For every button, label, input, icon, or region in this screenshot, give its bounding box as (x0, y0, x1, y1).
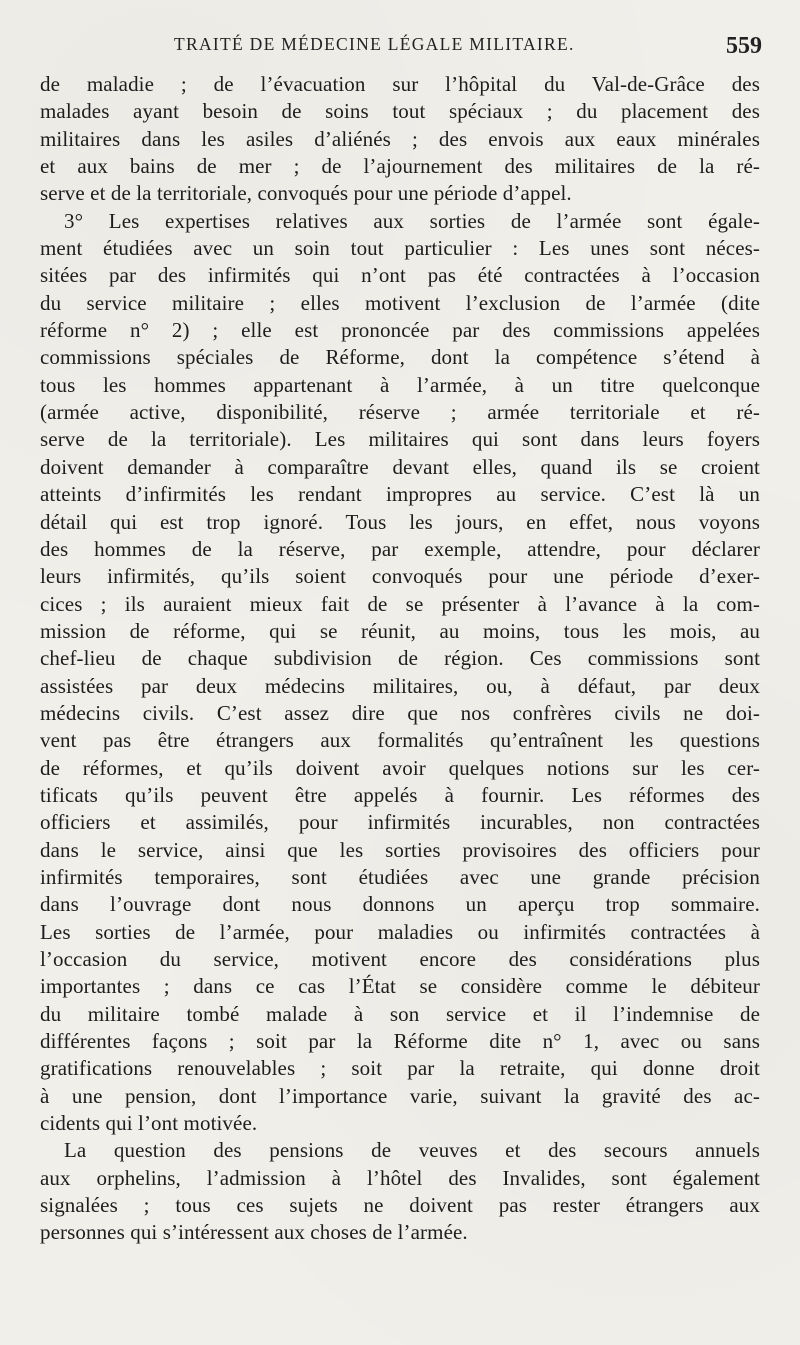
text-line: aux orphelins, l’admission à l’hôtel des Invalides, sont également (40, 1165, 760, 1190)
page-header (40, 34, 760, 64)
text-line: assistées par deux médecins militaires, ou, à défaut, par deux (40, 673, 760, 698)
text-line: dans l’ouvrage dont nous donnons un aperçu trop sommaire. (40, 892, 760, 917)
text-line: serve et de la territoriale, convoqués pour une période d’appel. (40, 181, 572, 206)
text-line: importantes ; dans ce cas l’État se considère comme le débiteur (40, 974, 760, 999)
text-line: gratifications renouvelables ; soit par la retraite, qui donne droit (40, 1056, 760, 1081)
page-number: 559 (726, 33, 762, 59)
text-line: (armée active, disponibilité, réserve ; armée territoriale et ré- (40, 400, 760, 425)
text-line: cidents qui l’ont motivée. (40, 1111, 258, 1136)
text-line: signalées ; tous ces sujets ne doivent pas rester étrangers aux (40, 1193, 760, 1218)
text-line: commissions spéciales de Réforme, dont la compétence s’étend à (40, 345, 760, 370)
text-line: La question des pensions de veuves et des secours annuels (64, 1138, 760, 1163)
text-line: atteints d’infirmités les rendant impropres au service. C’est là un (40, 482, 760, 507)
text-line: personnes qui s’intéressent aux choses de l’armée. (40, 1220, 468, 1245)
text-line: tificats qu’ils peuvent être appelés à fournir. Les réformes des (40, 782, 760, 807)
text-line: militaires dans les asiles d’aliénés ; des envois aux eaux minérales (40, 126, 760, 151)
text-line: sitées par des infirmités qui n’ont pas été contractées à l’occasion (40, 263, 760, 288)
text-line: du militaire tombé malade à son service et il l’indemnise de (40, 1001, 760, 1026)
text-line: tous les hommes appartenant à l’armée, à un titre quelconque (40, 372, 760, 397)
text-line: des hommes de la réserve, par exemple, attendre, pour déclarer (40, 536, 760, 561)
text-line: à une pension, dont l’importance varie, suivant la gravité des ac- (40, 1083, 760, 1108)
running-title: TRAITÉ DE MÉDECINE LÉGALE MILITAIRE. (174, 34, 575, 54)
text-line: dans le service, ainsi que les sorties provisoires des officiers pour (40, 837, 760, 862)
text-line: chef-lieu de chaque subdivision de région. Ces commissions sont (40, 646, 760, 671)
text-line: infirmités temporaires, sont étudiées avec une grande précision (40, 864, 760, 889)
text-line: leurs infirmités, qu’ils soient convoqués pour une période d’exer- (40, 564, 760, 589)
text-line: de réformes, et qu’ils doivent avoir quelques notions sur les cer- (40, 755, 760, 780)
text-line: et aux bains de mer ; de l’ajournement des militaires de la ré- (40, 154, 760, 179)
body-text (40, 71, 760, 1247)
text-line: ment étudiées avec un soin tout particulier : Les unes sont néces- (40, 236, 760, 261)
text-line: officiers et assimilés, pour infirmités incurables, non contractées (40, 810, 760, 835)
text-line: l’occasion du service, motivent encore des considérations plus (40, 947, 760, 971)
text-line: serve de la territoriale). Les militaires qui sont dans leurs foyers (40, 427, 760, 452)
text-line: du service militaire ; elles motivent l’exclusion de l’armée (dite (40, 290, 760, 315)
text-line: cices ; ils auraient mieux fait de se présenter à l’avance à la com- (40, 591, 760, 616)
text-line: doivent demander à comparaître devant elles, quand ils se croient (40, 454, 760, 479)
text-line: Les sorties de l’armée, pour maladies ou infirmités contractées à (40, 919, 760, 944)
text-line: de maladie ; de l’évacuation sur l’hôpital du Val-de-Grâce des (40, 72, 760, 96)
text-line: médecins civils. C’est assez dire que nos confrères civils ne doi- (40, 700, 760, 725)
text-line: réforme n° 2) ; elle est prononcée par des commissions appelées (40, 318, 760, 343)
text-line: malades ayant besoin de soins tout spéciaux ; du placement des (40, 99, 760, 124)
text-line: vent pas être étrangers aux formalités qu’entraînent les questions (40, 728, 760, 753)
text-line: 3° Les expertises relatives aux sorties de l’armée sont égale- (64, 208, 760, 233)
text-line: détail qui est trop ignoré. Tous les jours, en effet, nous voyons (40, 509, 760, 534)
text-line: différentes façons ; soit par la Réforme dite n° 1, avec ou sans (40, 1029, 760, 1054)
text-line: mission de réforme, qui se réunit, au moins, tous les mois, au (40, 618, 760, 643)
